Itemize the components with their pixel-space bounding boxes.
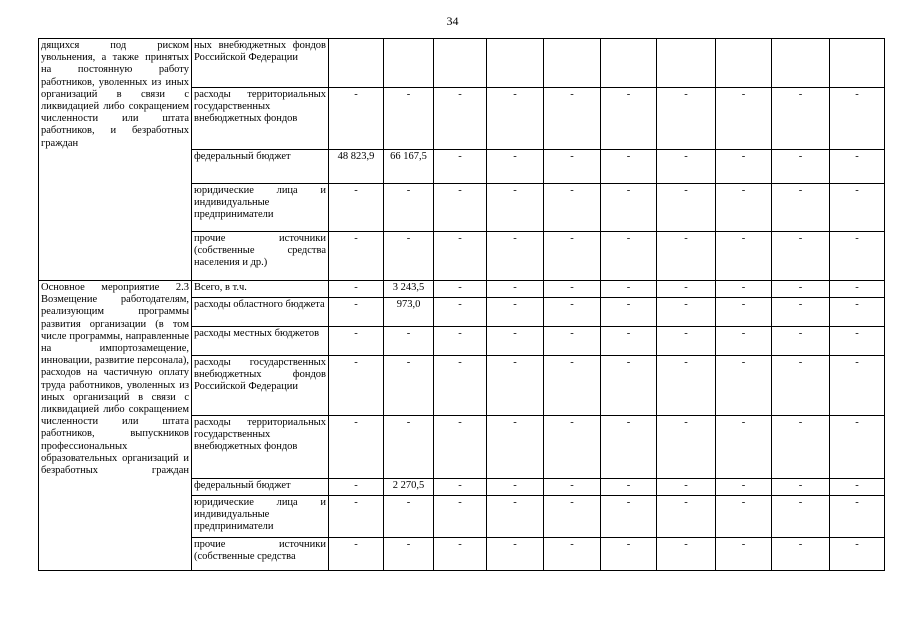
funding-source: юридические лица и индивидуальные предприниматели [192, 496, 329, 538]
amount-cell: - [601, 281, 657, 298]
funding-source: федеральный бюджет [192, 479, 329, 496]
amount-cell: - [487, 150, 544, 184]
amount-cell: - [830, 496, 885, 538]
amount-cell: - [601, 88, 657, 150]
amount-cell: - [716, 150, 772, 184]
amount-cell [434, 39, 487, 88]
amount-cell: - [716, 281, 772, 298]
amount-cell: - [329, 88, 384, 150]
amount-cell: - [772, 327, 830, 356]
amount-cell: - [487, 416, 544, 479]
funding-source: прочие источники (собственные средства населения и др.) [192, 232, 329, 281]
amount-cell: - [434, 298, 487, 327]
amount-cell: - [772, 356, 830, 416]
amount-cell: - [329, 184, 384, 232]
amount-cell: - [657, 538, 716, 571]
amount-cell: - [544, 416, 601, 479]
amount-cell: - [384, 232, 434, 281]
amount-cell: - [830, 281, 885, 298]
amount-cell: - [716, 538, 772, 571]
amount-cell: - [434, 356, 487, 416]
amount-cell: - [487, 88, 544, 150]
amount-cell: - [487, 356, 544, 416]
amount-cell: - [830, 327, 885, 356]
amount-cell: - [434, 232, 487, 281]
amount-cell: - [772, 150, 830, 184]
amount-cell: - [384, 356, 434, 416]
amount-cell: - [487, 281, 544, 298]
amount-cell: - [487, 496, 544, 538]
amount-cell: - [601, 479, 657, 496]
amount-cell: - [384, 416, 434, 479]
amount-cell: - [329, 538, 384, 571]
amount-cell: - [329, 327, 384, 356]
amount-cell: - [487, 479, 544, 496]
amount-cell: - [716, 88, 772, 150]
amount-cell [830, 39, 885, 88]
amount-cell: - [830, 538, 885, 571]
amount-cell: - [544, 150, 601, 184]
funding-source: федеральный бюджет [192, 150, 329, 184]
amount-cell [601, 39, 657, 88]
table-row [39, 281, 885, 298]
amount-cell: - [434, 150, 487, 184]
amount-cell: - [772, 538, 830, 571]
amount-cell: - [544, 496, 601, 538]
amount-cell: 48 823,9 [329, 150, 384, 184]
amount-cell: - [772, 298, 830, 327]
amount-cell [716, 39, 772, 88]
amount-cell: - [830, 356, 885, 416]
amount-cell: - [384, 184, 434, 232]
amount-cell: - [772, 232, 830, 281]
amount-cell: - [772, 496, 830, 538]
amount-cell: 2 270,5 [384, 479, 434, 496]
amount-cell: - [657, 281, 716, 298]
activity-description: Основное мероприятие 2.3 Возмещение работодателям, реализующим программы развития организации (в том числе программы, направленные на импортозамещение, инновации, развитие персонала), расходов на частичную оплату труда работников, уволенных из иных организаций в связи с ликвидацией либо сокращением численности или штата работников, выпускников профессиональных образовательных организаций и безработных граждан [39, 281, 192, 571]
activity-description: дящихся под риском увольнения, а также принятых на постоянную работу работников, уволенных из иных организаций в связи с ликвидацией либо сокращением численности или штата работников, и безработных граждан [39, 39, 192, 281]
amount-cell: - [830, 479, 885, 496]
amount-cell: - [601, 416, 657, 479]
amount-cell: - [434, 416, 487, 479]
amount-cell: - [830, 150, 885, 184]
amount-cell: - [329, 232, 384, 281]
amount-cell [329, 39, 384, 88]
amount-cell: - [329, 496, 384, 538]
amount-cell: - [772, 479, 830, 496]
amount-cell: - [487, 232, 544, 281]
amount-cell: - [434, 281, 487, 298]
amount-cell: - [601, 232, 657, 281]
amount-cell: - [487, 298, 544, 327]
amount-cell [772, 39, 830, 88]
amount-cell [657, 39, 716, 88]
amount-cell: - [329, 298, 384, 327]
amount-cell [384, 39, 434, 88]
funding-table [38, 38, 885, 571]
amount-cell: - [657, 416, 716, 479]
amount-cell: - [657, 150, 716, 184]
amount-cell: - [434, 496, 487, 538]
amount-cell: - [601, 184, 657, 232]
amount-cell: - [434, 538, 487, 571]
amount-cell: - [601, 150, 657, 184]
amount-cell: - [601, 496, 657, 538]
funding-source: расходы областного бюджета [192, 298, 329, 327]
amount-cell: - [716, 184, 772, 232]
amount-cell: - [657, 479, 716, 496]
amount-cell: - [384, 327, 434, 356]
amount-cell: 66 167,5 [384, 150, 434, 184]
amount-cell: - [434, 184, 487, 232]
amount-cell: - [772, 184, 830, 232]
amount-cell: - [772, 281, 830, 298]
amount-cell: - [544, 88, 601, 150]
funding-source: расходы территориальных государственных внебюджетных фондов [192, 88, 329, 150]
funding-source: расходы местных бюджетов [192, 327, 329, 356]
funding-source: Всего, в т.ч. [192, 281, 329, 298]
amount-cell: - [830, 416, 885, 479]
amount-cell: - [830, 184, 885, 232]
amount-cell: - [716, 232, 772, 281]
amount-cell: - [384, 88, 434, 150]
funding-source: ных внебюджетных фондов Российской Федерации [192, 39, 329, 88]
amount-cell: - [601, 356, 657, 416]
amount-cell: - [657, 356, 716, 416]
amount-cell: - [329, 281, 384, 298]
amount-cell: - [716, 298, 772, 327]
amount-cell: - [434, 327, 487, 356]
table-row [39, 39, 885, 88]
amount-cell [487, 39, 544, 88]
amount-cell: - [830, 88, 885, 150]
amount-cell: - [544, 232, 601, 281]
amount-cell: - [716, 496, 772, 538]
amount-cell: - [716, 416, 772, 479]
amount-cell: - [657, 298, 716, 327]
amount-cell: - [601, 538, 657, 571]
amount-cell: - [601, 298, 657, 327]
amount-cell: - [434, 88, 487, 150]
amount-cell: - [657, 232, 716, 281]
amount-cell: 973,0 [384, 298, 434, 327]
amount-cell: - [601, 327, 657, 356]
amount-cell: - [434, 479, 487, 496]
amount-cell: - [544, 298, 601, 327]
funding-source: расходы государственных внебюджетных фондов Российской Федерации [192, 356, 329, 416]
amount-cell: - [487, 327, 544, 356]
amount-cell: - [487, 184, 544, 232]
amount-cell: - [329, 479, 384, 496]
amount-cell: - [487, 538, 544, 571]
amount-cell: - [544, 184, 601, 232]
amount-cell: - [544, 281, 601, 298]
amount-cell: - [716, 356, 772, 416]
amount-cell: - [657, 327, 716, 356]
amount-cell: - [544, 479, 601, 496]
amount-cell: - [544, 538, 601, 571]
amount-cell: - [384, 496, 434, 538]
amount-cell: - [772, 88, 830, 150]
amount-cell: 3 243,5 [384, 281, 434, 298]
funding-source: расходы территориальных государственных внебюджетных фондов [192, 416, 329, 479]
page-number: 34 [446, 14, 459, 28]
amount-cell: - [657, 184, 716, 232]
amount-cell: - [329, 356, 384, 416]
funding-source: прочие источники (собственные средства [192, 538, 329, 571]
amount-cell: - [830, 232, 885, 281]
funding-source: юридические лица и индивидуальные предприниматели [192, 184, 329, 232]
amount-cell: - [830, 298, 885, 327]
amount-cell [544, 39, 601, 88]
amount-cell: - [716, 327, 772, 356]
amount-cell: - [657, 496, 716, 538]
amount-cell: - [657, 88, 716, 150]
amount-cell: - [544, 327, 601, 356]
amount-cell: - [772, 416, 830, 479]
amount-cell: - [329, 416, 384, 479]
amount-cell: - [384, 538, 434, 571]
amount-cell: - [544, 356, 601, 416]
amount-cell: - [716, 479, 772, 496]
